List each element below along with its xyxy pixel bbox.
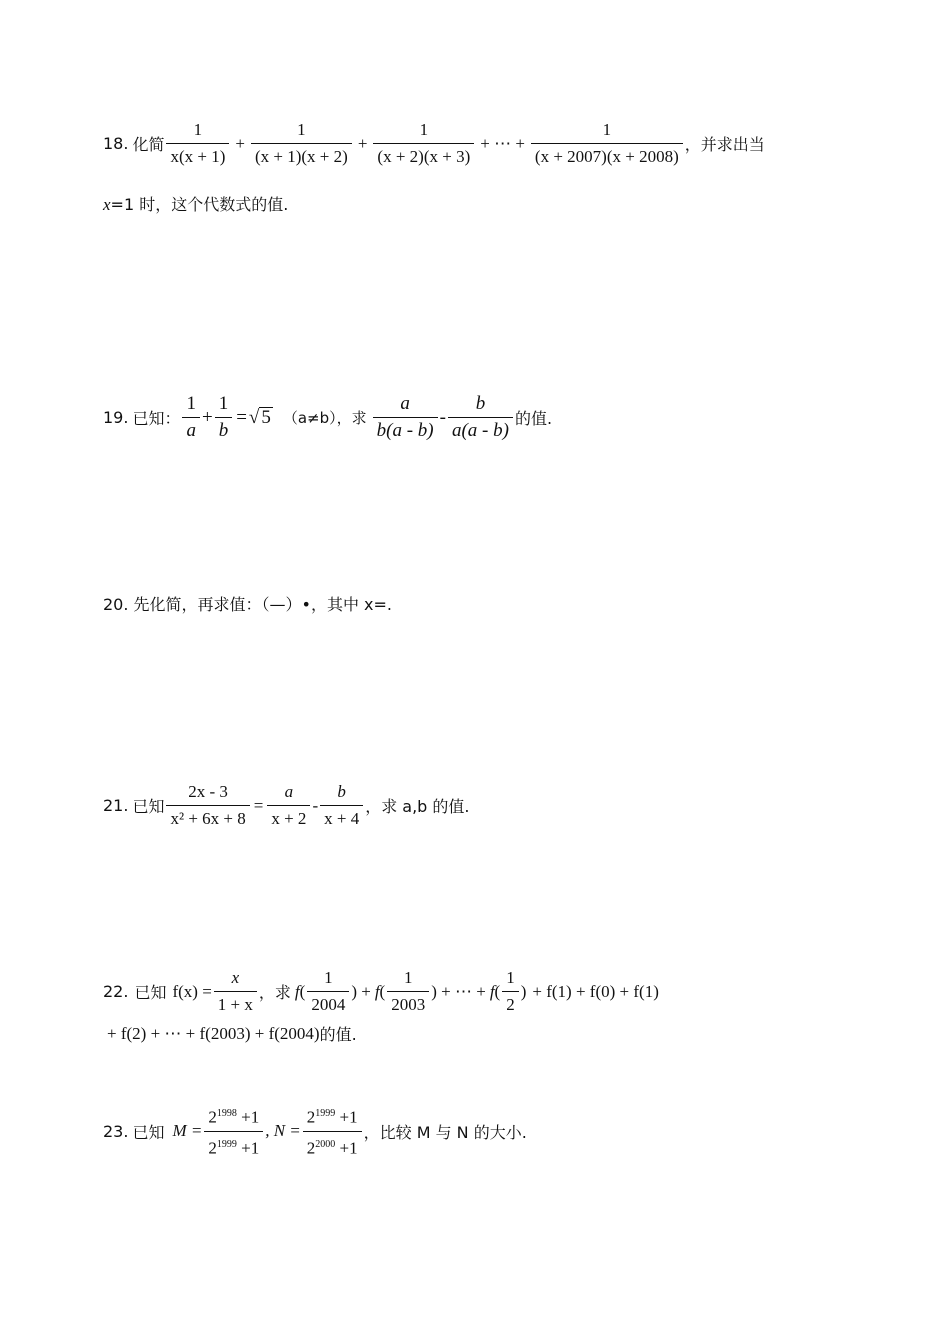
condition-text: （a≠b），求 (282, 409, 367, 427)
denominator: (x + 1)(x + 2) (251, 143, 352, 167)
problem-23 (103, 1104, 527, 1158)
problem-number: 23. (103, 1121, 129, 1141)
fraction-a-term: $\frac{a}{x + 2}$ (267, 782, 310, 829)
fraction-b-term: b x + 4 (320, 782, 363, 829)
problem-verb: 化简 (132, 135, 165, 154)
denominator: (x + 2)(x + 3) (373, 143, 474, 167)
problem-18 (103, 120, 765, 167)
square-root: √ 5 (248, 406, 271, 428)
fraction-a-term: a b(a - b) (373, 394, 438, 441)
problem-18-line-2 (103, 192, 288, 215)
problem-19 (103, 394, 552, 441)
problem-tail: ，比较 M 与 N 的大小. (363, 1122, 527, 1142)
problem-tail: 的值. (319, 1025, 357, 1044)
problem-tail-line-2: =1 时，这个代数式的值. (110, 195, 289, 214)
fraction-term-last (531, 120, 683, 167)
equals-sign: = (253, 795, 264, 815)
fraction-one-over-b: $\frac{1}{b}$ (215, 394, 233, 441)
fraction-term-2 (251, 120, 352, 167)
f-call-3: f( (489, 981, 501, 1001)
ellipsis-sum: + ⋯ + (480, 133, 525, 153)
problem-verb: 已知 (132, 1122, 165, 1142)
problem-tail: 的值. (514, 409, 553, 428)
fraction-term-2: 1 2003 (387, 968, 429, 1015)
expression-line-2: + f(2) + ⋯ + f(2003) + f(2004) (107, 1023, 320, 1043)
problem-verb: 已知： (132, 409, 181, 428)
problem-verb: 已知 (132, 797, 165, 816)
f-call-1: f( (294, 981, 306, 1001)
equals-sign: = (236, 406, 247, 428)
numerator: 1 (419, 120, 429, 139)
fraction-term-1: 1 2004 (307, 968, 349, 1015)
problem-mid: ，求 (258, 983, 291, 1002)
problem-22-line-2 (107, 1022, 357, 1045)
problem-tail: ，求 a,b 的值. (365, 797, 470, 816)
N-label: , N = (265, 1121, 301, 1141)
numerator: 1 (193, 120, 203, 139)
fraction-N: $\frac{2^{1999} +1}{2^{2000} +1}$ (303, 1104, 362, 1158)
variable-x: x (103, 195, 111, 214)
plus-sign: + (201, 406, 213, 428)
plus-sign: + (357, 133, 368, 153)
fraction-term-3 (373, 120, 474, 167)
denominator: (x + 2007)(x + 2008) (531, 143, 683, 167)
fraction-M: $\frac{2^{1998} +1}{2^{1999} +1}$ (204, 1104, 263, 1158)
numerator: 1 (602, 120, 612, 139)
fraction-one-over-a: 1 a (182, 394, 200, 441)
plus-sign: + (235, 133, 245, 153)
f-call-2: f( (374, 981, 386, 1001)
numerator: 1 (297, 120, 306, 139)
problem-number: 18. (103, 134, 129, 153)
fraction-b-term: b a(a - b) (448, 394, 513, 441)
problem-20: 20. 先化简，再求值：（—）•，其中 x=. (103, 595, 393, 614)
fraction-term-1 (166, 120, 229, 167)
fraction-term-3: 1 2 (502, 968, 519, 1015)
problem-22: 22. 已知 f(x) = $\frac{x}{1 + x}$ ，求 f( 1 2004 ) + f( 1 2003 ) + ⋯ + f( 1 2 ) + f(1) + f(0) + f(1) (103, 968, 659, 1014)
minus-sign: - (439, 406, 446, 428)
problem-tail: ，并求出当 (684, 135, 765, 154)
problem-number: 21. (103, 796, 129, 815)
expression-rest: + f(1) + f(0) + f(1) (532, 981, 659, 1001)
M-label: M = (172, 1121, 203, 1141)
denominator: x(x + 1) (166, 143, 229, 167)
function-def-lhs: f(x) = (172, 981, 212, 1001)
fraction-lhs: $\frac{2x - 3}{\text{x² + 6x + 8}}$ (166, 782, 249, 829)
problem-number: 22. (103, 982, 129, 1001)
problem-21 (103, 782, 470, 829)
function-def-fraction: $\frac{x}{1 + x}$ (214, 968, 257, 1015)
problem-number: 19. (103, 408, 129, 427)
problem-verb: 已知 (134, 983, 167, 1002)
minus-sign: - (312, 795, 319, 815)
